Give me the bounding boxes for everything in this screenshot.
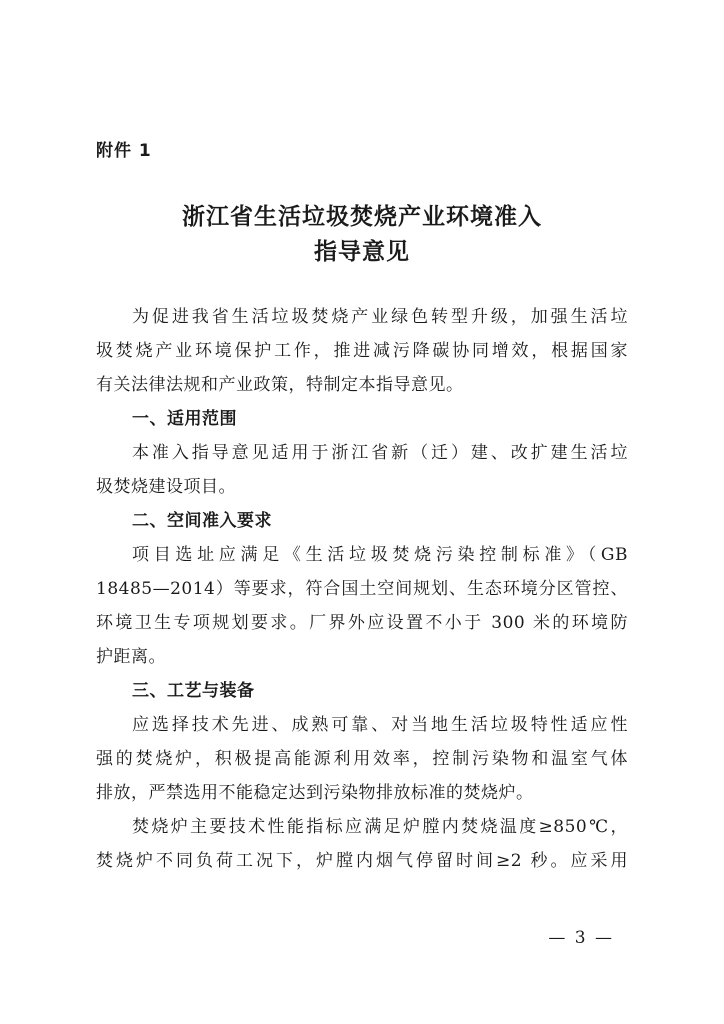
section2-line: 18485—2014）等要求，符合国土空间规划、生态环境分区管控、 [96,579,628,599]
intro-line: 圾焚烧产业环境保护工作，推进减污降碳协同增效，根据国家 [96,341,628,361]
intro-line: 为促进我省生活垃圾焚烧产业绿色转型升级，加强生活垃 [132,307,628,327]
section3-para1-line: 排放，严禁选用不能稳定达到污染物排放标准的焚烧炉。 [96,783,534,803]
section2-heading: 二、空间准入要求 [132,511,272,531]
section2-line: 环境卫生专项规划要求。厂界外应设置不小于 300 米的环境防 [96,613,628,633]
section1-line: 本准入指导意见适用于浙江省新（迁）建、改扩建生活垃 [132,443,628,463]
section3-para2-line: 焚烧炉主要技术性能指标应满足炉膛内焚烧温度≥850℃， [132,817,628,837]
section1-heading: 一、适用范围 [132,409,237,429]
section3-para1-line: 强的焚烧炉，积极提高能源利用效率，控制污染物和温室气体 [96,749,628,769]
page-number: — 3 — [548,928,614,948]
document-title-line1: 浙江省生活垃圾焚烧产业环境准入 [182,204,542,230]
attachment-label: 附件 1 [96,141,152,161]
section3-para1-line: 应选择技术先进、成熟可靠、对当地生活垃圾特性适应性 [132,715,628,735]
document-body [96,300,628,878]
section3-heading: 三、工艺与装备 [132,681,255,701]
section1-line: 圾焚烧建设项目。 [96,477,236,497]
section3-para2-line: 焚烧炉不同负荷工况下，炉膛内烟气停留时间≥2 秒。应采用 [96,851,628,871]
section2-line: 项目选址应满足《生活垃圾焚烧污染控制标准》（GB [132,545,628,565]
section2-line: 护距离。 [96,647,166,667]
document-title-line2: 指导意见 [314,239,410,265]
intro-line: 有关法律法规和产业政策，特制定本指导意见。 [96,375,464,395]
